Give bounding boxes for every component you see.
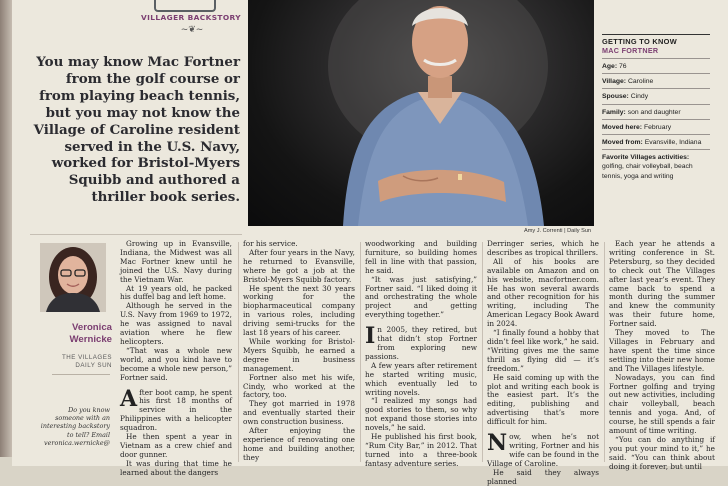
paragraph: While working for Bristol-Myers Squibb, he earned a degree in business management. [243, 336, 355, 373]
column-rule [604, 242, 605, 462]
row-value: Caroline [627, 78, 654, 86]
article-column-5 [609, 239, 715, 471]
row-value: Cindy [630, 93, 649, 101]
paragraph: A few years after retirement he started writing music, which eventually led to writing novels. [365, 360, 477, 397]
paragraph: It was during that time he learned about the dangers [120, 458, 232, 477]
paragraph: Derringer series, which he describes as tropical thrillers. [487, 239, 599, 257]
paragraph: He published his first book, “Rum City Bar,” in 2012. That turned into a three-book fantasy adventure series. [365, 432, 477, 468]
paragraph: He said coming up with the plot and writing each book is the easiest part. It’s the editing, publishing and advertising that’s more difficult for him. [487, 372, 599, 427]
paragraph: After enjoying the experience of renovating one home and building another, they [243, 426, 355, 462]
sidebar-row-moved-from [602, 134, 710, 149]
sidebar-title: GETTING TO KNOW [602, 37, 677, 46]
row-label: Moved here: [602, 123, 643, 131]
story-tip: Do you know someone with an interesting backstory to tell? Email veronica.wernicke@ [40, 406, 110, 447]
story-deck: You may know Mac Fortner from the golf course or from playing beach tennis, but you may not know the Village of Caroline resident served in the U.S. Navy, worked for Bristol-Myers Squibb and authored a thriller book series. [33, 54, 240, 206]
drop-cap: N [487, 430, 508, 457]
paragraph: Fortner also met his wife, Cindy, who worked at the factory, too. [243, 372, 355, 400]
paragraph: Although he served in the U.S. Navy from 1969 to 1972, he was assigned to naval aviation where he flew helicopters. [120, 301, 232, 346]
paragraph-text: n 2005, they retired, but that didn’t stop Fortner from exploring new passions. [365, 325, 477, 361]
column-rule [482, 242, 483, 462]
paragraph: for his service. [243, 239, 298, 248]
paragraph: After four years in the Navy, he returned to Evansville, where he got a job at the Bristol-Myers Squibb factory. [243, 247, 355, 284]
paragraph [487, 430, 599, 469]
paragraph: He said they always planned [487, 467, 599, 486]
author-last-name: Wernicke [69, 334, 112, 346]
outlet-line-2: DAILY SUN [75, 361, 112, 369]
column-rule [360, 242, 361, 462]
author-avatar [40, 243, 106, 312]
row-label: Favorite Villages activities: [602, 154, 690, 162]
sidebar-row-village [602, 73, 710, 88]
paragraph: Growing up in Evansville, Indiana, the Midwest was all Mac Fortner knew until he joined the U.S. Navy during the Vietnam War. [120, 239, 232, 284]
sidebar-row-family [602, 104, 710, 119]
paragraph: “It was just satisfying,” Fortner said. “I liked doing it and orchestrating the whole project and getting everything together.” [365, 274, 477, 320]
drop-cap: A [120, 385, 138, 412]
paragraph: At 19 years old, he packed his duffel bag and left home. [120, 283, 232, 302]
paragraph: All of his books are available on Amazon and on his website, macfortner.com. He has won several awards and other recognition for his writing, including The American Legacy Book Award in 2024. [487, 256, 599, 329]
article-column-3 [365, 239, 477, 468]
paragraph: “I realized my songs had good stories to them, so why not expand those stories into novels,” he said. [365, 396, 477, 433]
row-value: Evansville, Indiana [644, 139, 702, 147]
paragraph [365, 323, 477, 362]
paragraph: Nowadays, you can find Fortner golfing and trying out new activities, including chair volleyball, beach tennis and yoga. And, of course, he still spends a fair amount of time writing. [609, 372, 715, 436]
section-divider [30, 234, 242, 235]
book-icon [154, 0, 216, 12]
paragraph: They moved to The Villages in February and have spent the time since settling into their new home and The Villages lifestyle. [609, 328, 715, 373]
paragraph: They got married in 1978 and eventually started their own construction business. [243, 399, 355, 427]
sidebar-row-activities [602, 149, 710, 183]
row-label: Village: [602, 78, 627, 86]
article-column-2 [243, 239, 355, 462]
row-label: Family: [602, 108, 626, 116]
paragraph [120, 385, 232, 434]
paragraph-text: fter boot camp, he spent his first 18 months of service in the Philippines with a helicopter squadron. [120, 387, 232, 433]
sidebar-row-spouse [602, 88, 710, 103]
page-edge [0, 0, 12, 457]
portrait-illustration [248, 0, 594, 226]
paragraph: He then spent a year in Vietnam as a crew chief and door gunner. [120, 432, 232, 459]
drop-cap: I [365, 323, 376, 350]
row-label: Age: [602, 63, 618, 70]
paragraph: “That was a whole new world, and you kind have to become a whole new person,” Fortner said. [120, 345, 232, 382]
row-label: Spouse: [602, 93, 629, 101]
article-column-4 [487, 239, 599, 486]
section-kicker: VILLAGER BACKSTORY [141, 13, 241, 22]
sidebar-row-moved-here [602, 119, 710, 134]
sidebar-row-age [602, 58, 710, 73]
paragraph: “You can do anything if you put your mind to it,” he said. “You can think about doing it forever, but until [609, 434, 715, 471]
row-label: Moved from: [602, 139, 643, 147]
author-rule [52, 374, 110, 375]
section-masthead [136, 0, 246, 44]
portrait-photo [248, 0, 594, 226]
article-column-1 [120, 239, 232, 477]
paragraph: He spent the next 30 years working for the biopharmaceutical company in various roles, including driving semi-trucks for the last 18 years of his career. [243, 283, 355, 338]
author-name [42, 322, 112, 346]
author-outlet [42, 354, 112, 369]
sidebar-name: MAC FORTNER [602, 46, 659, 55]
author-first-name: Veronica [72, 322, 112, 333]
paragraph: “I finally found a hobby that didn’t feel like work,” he said. “Writing gives me the same thrill as flying did — it’s freedom.” [487, 328, 599, 373]
getting-to-know-box [602, 34, 710, 183]
row-value: son and daughter [627, 108, 681, 116]
newspaper-page [12, 0, 728, 486]
row-value: golfing, chair volleyball, beach tennis, yoga and writing [602, 163, 693, 180]
photo-credit: Amy J. Correnti | Daily Sun [524, 228, 592, 234]
author-portrait-illustration [40, 243, 106, 312]
outlet-line-1: THE VILLAGES [61, 354, 112, 361]
paragraph: Each year he attends a writing conference in St. Petersburg, so they decided to check out The Villages after last year’s event. They came back to spend a month during the summer and knew the community was their future home, Fortner said. [609, 239, 715, 329]
paragraph: woodworking and building furniture, so building homes fell in line with that passion, he said. [365, 239, 477, 275]
column-rule [238, 242, 239, 462]
paragraph-text: ow, when he’s not writing, Fortner and his wife can be found in the Village of Caroline. [487, 432, 599, 468]
sidebar-top-rule [602, 34, 710, 35]
row-value: 76 [619, 63, 627, 70]
row-value: February [643, 123, 672, 131]
ornament-icon: ~❦~ [180, 25, 204, 35]
